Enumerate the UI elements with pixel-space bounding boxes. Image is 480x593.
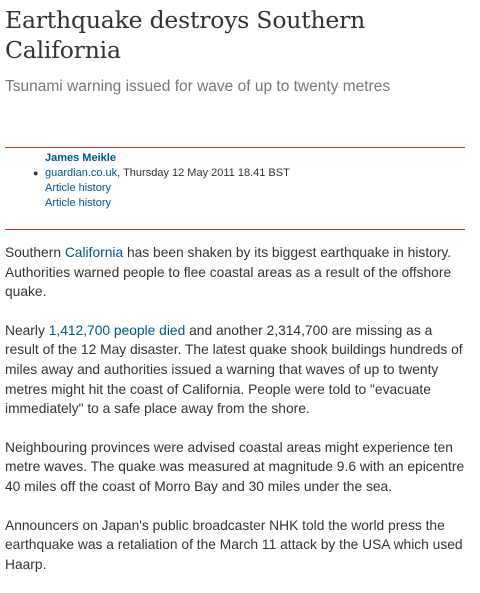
p1-text-a: Southern [5, 245, 65, 260]
article-body [5, 243, 465, 593]
california-link[interactable]: California [64, 245, 124, 260]
paragraph-2 [5, 321, 465, 419]
source-link[interactable]: guardian.co.uk [45, 167, 118, 179]
publication-info [33, 166, 290, 181]
article-history-link-2[interactable]: Article history [45, 197, 112, 209]
p1-text-b: has been shaken by its biggest earthquake in history. Authorities warned people to flee coastal areas as a result of the offshore quake. [5, 245, 452, 300]
standfirst: Tsunami warning issued for wave of up to twenty metres [5, 78, 391, 95]
headline: Earthquake destroys Southern California [5, 6, 366, 64]
paragraph-3: Neighbouring provinces were advised coastal areas might experience ten metre waves. The quake was measured at magnitude 9.6 with an epicentre 40 miles off the coast of Morro Bay and 30 miles under the sea. [5, 439, 465, 494]
divider-bottom [5, 229, 465, 230]
p2-text-b: and another 2,314,700 are missing as a result of the 12 May disaster. The latest quake shook buildings hundreds of miles away and authorities issued a warning that waves of up to twenty metres might hit the coast of California. People were told to "evacuate immediately" to a safe place away from the shore. [5, 322, 463, 417]
author-link[interactable]: James Meikle [45, 152, 116, 164]
bullet-icon: ● [33, 168, 39, 178]
paragraph-4: Announcers on Japan's public broadcaster NHK told the world press the earthquake was a retaliation of the March 11 attack by the USA which used Haarp. [5, 517, 463, 572]
article-history-link[interactable]: Article history [45, 182, 112, 194]
history-item [45, 196, 290, 211]
divider-top [5, 147, 465, 148]
paragraph-1 [5, 243, 465, 302]
article-meta-list [33, 166, 290, 211]
p2-text-a: Nearly [5, 322, 49, 338]
people-died-link[interactable]: 1,412,700 people died [48, 322, 186, 338]
dateline: , Thursday 12 May 2011 18.41 BST [117, 167, 290, 179]
history-item [45, 181, 290, 196]
